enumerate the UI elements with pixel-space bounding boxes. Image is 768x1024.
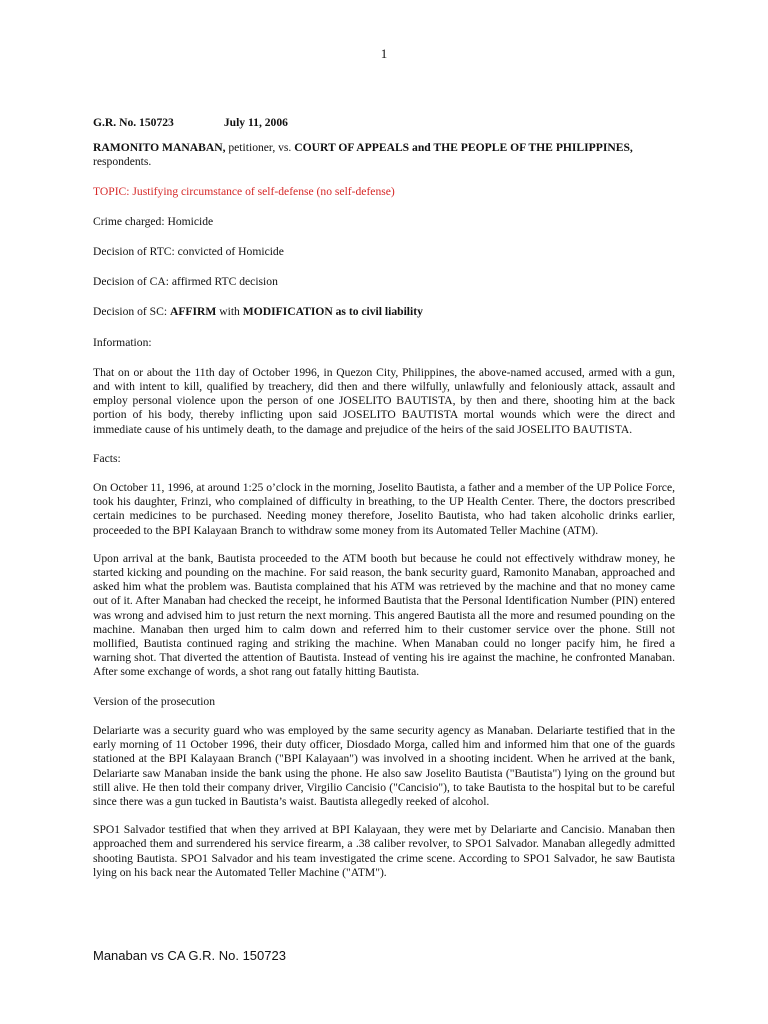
crime-charged: Crime charged: Homicide xyxy=(93,214,214,228)
decision-sc-modification: MODIFICATION as to civil liability xyxy=(242,305,423,319)
respondents: COURT OF APPEALS and THE PEOPLE OF THE PHILIPPINES, xyxy=(294,141,633,155)
case-header xyxy=(93,116,675,130)
case-date: July 11, 2006 xyxy=(223,116,288,129)
topic-line: TOPIC: Justifying circumstance of self-defense (no self-defense) xyxy=(93,184,395,198)
decision-sc xyxy=(93,305,675,319)
facts-paragraph-2: Upon arrival at the bank, Bautista proceeded to the ATM booth but because he could not effectively withdraw money, he started kicking and pounding on the machine. For said reason, the bank security guard, Ramonito Manaban, approached and asked him what the problem was. Bautista complained that his ATM was retrieved by the machine and that no money came out of it. After Manaban had checked the receipt, he informed Bautista that the Personal Identification Number (PIN) entered was wrong and advised him to just return the next morning. This angered Bautista all the more and resumed pounding on the machine. Manaban then urged him to calm down and referred him to their customer service over the phone. Still not mollified, Bautista continued raging and striking the machine. When Manaban could no longer pacify him, he fired a warning shot. That diverted the attention of Bautista. Instead of venting his ire against the machine, he confronted Manaban. After some exchange of words, a shot rang out fatally hitting Bautista. xyxy=(93,551,675,679)
case-title xyxy=(93,141,675,169)
decision-sc-prefix: Decision of SC: xyxy=(93,305,170,319)
gr-number: G.R. No. 150723 xyxy=(93,116,174,129)
facts-paragraph-1: On October 11, 1996, at around 1:25 o’clock in the morning, Joselito Bautista, a father and a member of the UP Police Force, took his daughter, Frinzi, who complained of difficulty in breathing, to the UP Health Center. There, the doctors prescribed certain medicines to be purchased. Needing money therefore, Joselito Bautista, who had taken alcoholic drinks earlier, proceeded to the BPI Kalayaan Branch to withdraw some money from its Automated Teller Machine (ATM). xyxy=(93,481,675,537)
prosecution-paragraph-2: SPO1 Salvador testified that when they arrived at BPI Kalayaan, they were met by Delariarte and Cancisio. Manaban then approached them and surrendered his service firearm, a .38 caliber revolver, to SPO1 Salvador. Manaban allegedly admitted shooting Bautista. SPO1 Salvador and his team investigated the crime scene. According to SPO1 Salvador, he saw Bautista lying on his back near the Automated Teller Machine ("ATM"). xyxy=(93,823,675,879)
prosecution-paragraph-1: Delariarte was a security guard who was employed by the same security agency as Manaban. Delariarte testified that in the early morning of 11 October 1996, their duty officer, Diosdado Morga, called him and informed him that one of the guards stationed at the BPI Kalayaan Branch ("BPI Kalayaan") was involved in a shooting incident. When he arrived at the bank, Delariarte saw Manaban inside the bank using the phone. He also saw Joselito Bautista ("Bautista") lying on the ground but still alive. He then told their company driver, Virgilio Cancisio ("Cancisio"), to take Bautista to the hospital but to be careful since there was a gun tucked in Bautista’s waist. Bautista allegedly reeked of alcohol. xyxy=(93,723,675,808)
petitioner: RAMONITO MANABAN, xyxy=(93,141,226,155)
decision-sc-with: with xyxy=(216,305,243,319)
respondents-role: respondents. xyxy=(93,155,152,169)
decision-rtc: Decision of RTC: convicted of Homicide xyxy=(93,245,284,259)
decision-ca: Decision of CA: affirmed RTC decision xyxy=(93,275,278,289)
information-text: That on or about the 11th day of October 1996, in Quezon City, Philippines, the above-named accused, armed with a gun, and with intent to kill, qualified by treachery, did then and there wilfully, unlawfully and feloniously attack, assault and employ personal violence upon the person of one JOSELITO BAUTISTA, by then and there, shooting him at the back portion of his body, thereby inflicting upon said JOSELITO BAUTISTA mortal wounds which were the direct and immediate cause of his untimely death, to the damage and prejudice of the heirs of the said JOSELITO BAUTISTA. xyxy=(93,365,675,436)
information-heading: Information: xyxy=(93,335,152,349)
petitioner-role: petitioner, vs. xyxy=(225,141,295,155)
page-number: 1 xyxy=(380,46,388,61)
page-footer: Manaban vs CA G.R. No. 150723 xyxy=(93,948,286,963)
prosecution-heading: Version of the prosecution xyxy=(93,694,216,708)
decision-sc-affirm: AFFIRM xyxy=(169,305,217,319)
document-body xyxy=(93,116,675,880)
facts-heading: Facts: xyxy=(93,451,121,465)
